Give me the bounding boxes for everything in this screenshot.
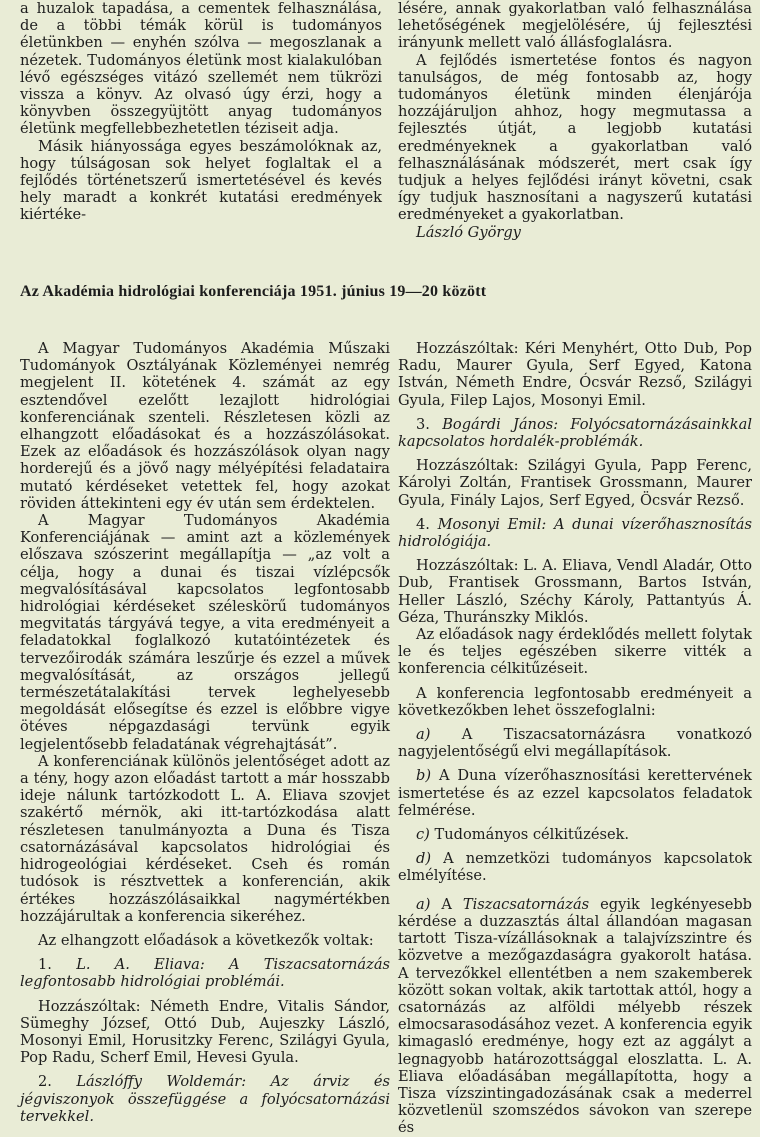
result-item [398,726,752,760]
result-text: Tudományos célkitűzések. [434,826,630,844]
lecture-item [398,416,752,450]
paragraph: A konferencia legfontosabb eredményeit a következőkben lehet összefoglalni: [398,684,752,719]
lecture-responders: Hozzászóltak: Németh Endre, Vitalis Sándor, Sümeghy József, Ottó Dub, Aujeszky László, Mosonyi Emil, Horusitzky Ferenc, Szilágyi Gyula, Pop Radu, Scherf Emil, Hevesi Gyula. [20,997,390,1067]
lecture-title: L. A. Eliava: A Tiszacsatornázás legfontosabb hidrológiai problémái. [20,956,391,991]
paragraph: a huzalok tapadása, a cementek felhasználása, de a többi témák körül is tudományos életünkben — enyhén szólva — megoszlanak a nézetek. Tudományos életünk most kialakulóban lévő egészséges vitázó szellemét nem tükrözi vissza a könyv. Az olvasó úgy érzi, hogy a könyvben összegyüjtött anyag tudományos életünk megfellebbezhetetlen téziseit adja. [20,0,382,138]
text-fragment: egyik legkényesebb kérdése a duzzasztás által állandóan magasan tartott Tisza-vízállásoknak a talajvízszintre és közvetve a mezőgazdaságra gyakorolt hatása. A tervezőkkel ellentétben a nem szakemberek között sokan voltak, akik tartottak attól, hogy a csatornázás az alföldi mélyebb részek elmocsarasodásához vezet. A konferencia egyik kimagasló eredménye, hogy ezt az aggályt a legnagyobb határozottsággal eloszlatta. L. A. Eliava előadásában megállapította, hogy a Tisza vízszintingadozásának csak a mederrel közvetlenül szomszédos sávokon van szerepe és [398,895,753,1137]
lecture-number: 2. [38,1073,52,1091]
lecture-item [398,516,752,550]
lecture-number: 3. [416,415,430,433]
paragraph [398,896,752,1137]
lecture-title: Bogárdi János: Folyócsatornázásainkkal kapcsolatos hordalék-problémák. [398,415,753,451]
lecture-responders: Hozzászóltak: Kéri Menyhért, Otto Dub, Pop Radu, Maurer Gyula, Serf Egyed, Katona István, Németh Endre, Ócsvár Rezső, Szilágyi Gyula, Filep Lajos, Mosonyi Emil. [398,340,752,409]
lecture-item [20,956,390,990]
article-right-column [398,340,752,1137]
paragraph: A Magyar Tudományos Akadémia Műszaki Tudományok Osztályának Közleményei nemrég megjelent II. kötetének 4. számát az egy esztendővel ezelőtt lezajlott hidrológiai konferenciának szenteli. Részletesen közli az elhangzott előadásokat és a hozzászólásokat. Ezek az előadások és hozzászólások olyan nagy horderejű és a jövő nagy mélyépítési feladataira mutató kérdéseket vetettek fel, hogy azokat röviden áttekinteni egy év után sem érdektelen. [20,340,390,512]
result-label: c) [416,826,430,844]
result-label: d) [416,850,432,868]
emphasized-term: Tiszacsatornázás [462,895,590,913]
section-label: a) [416,895,431,913]
result-text: A Duna vízerőhasznosítási kerettervének ismertetése és az ezzel kapcsolatos feladatok felmérése. [398,767,752,819]
result-label: a) [416,726,431,744]
result-item [398,850,752,884]
lecture-number: 4. [416,515,430,533]
top-right-column [398,0,752,241]
article-left-column [20,340,390,1125]
lecture-responders: Hozzászóltak: L. A. Eliava, Vendl Aladár, Otto Dub, Frantisek Grossmann, Bartos István, Heller László, Széchy Károly, Pattantyús Á. Géza, Thuránszky Miklós. [398,557,752,626]
lecture-title: Mosonyi Emil: A dunai vízerőhasznosítás hidrológiája. [398,515,752,551]
paragraph: Az előadások nagy érdeklődés mellett folytak le és teljes egészében sikerre vitték a konferencia célkitűzéseit. [398,626,752,678]
result-item [398,767,752,819]
paragraph: Az elhangzott előadások a következők voltak: [38,931,374,949]
paragraph: Másik hiányossága egyes beszámolóknak az, hogy túlságosan sok helyet foglaltak el a fejlődés történetszerű ismertetésével és kevés hely maradt a konkrét kutatási eredmények kiértéke- [20,137,382,224]
author-signature: László György [416,223,521,241]
lecture-item [20,1073,390,1125]
lecture-title: Lászlóffy Woldemár: Az árviz és jégviszonyok összefüggése a folyócsatornázási tervekkel. [20,1073,390,1125]
result-text: A nemzetközi tudományos kapcsolatok elmélyítése. [398,850,752,885]
lecture-responders: Hozzászóltak: Szilágyi Gyula, Papp Ferenc, Károlyi Zoltán, Frantisek Grossmann, Maurer Gyula, Finály Lajos, Serf Egyed, Öcsvár Rezső. [398,457,752,509]
paragraph: A konferenciának különös jelentőséget adott az a tény, hogy azon előadást tartott a már hosszabb ideje nálunk tartózkodott L. A. Eliava szovjet szakértő mérnök, aki itt-tartózkodása alatt részletesen tanulmányozta a Duna és Tisza csatornázásával kapcsolatos hidrológiai és hidrogeológiai kérdéseket. Cseh és román tudósok is résztvettek a konferencián, akik értékes hozzászólásaikkal nagymértékben hozzájárultak a konferencia sikeréhez. [20,752,390,925]
paragraph: A fejlődés ismertetése fontos és nagyon tanulságos, de még fontosabb az, hogy tudományos életünk minden élenjárója hozzájáruljon ahhoz, hogy megmutassa a fejlesztés útját, a legjobb kutatási eredményeknek a gyakorlatban való felhasználásának módszerét, mert csak így tudjuk a helyes fejlődési irányt követni, csak így tudjuk hasznosítani a nagyszerű kutatási eredményeket a gyakorlatban. [398,51,752,224]
result-label: b) [416,767,432,785]
article-heading: Az Akadémia hidrológiai konferenciája 1951. június 19—20 között [20,283,487,300]
paragraph: A Magyar Tudományos Akadémia Konferenciájának — amint azt a közlemények előszava szószerint megállapítja — „az volt a célja, hogy a dunai és tiszai vízlépcsők megvalósításával kapcsolatos legfontosabb hidrológiai kérdéseket széleskörű tudományos megvitatás tárgyává tegye, a vita eredményeit a feladatokkal foglalkozó kutatóintézetek és tervezőirodák számára leszűrje és ezzel a művek megvalósítását, az országos jellegű természetátalakítási tervek leghelyesebb megoldását elősegítse és ezzel is előbbre vigye ötéves népgazdasági tervünk egyik legjelentősebb feladatának végrehajtását”. [20,512,390,753]
paragraph: lésére, annak gyakorlatban való felhasználása lehetőségének megjelölésére, új fejlesztési irányunk mellett való állásfoglalásra. [398,0,752,52]
text-fragment: A [441,895,452,913]
lecture-number: 1. [38,956,52,974]
top-left-column [20,0,382,224]
result-text: A Tiszacsatornázásra vonatkozó nagyjelentőségű elvi megállapítások. [398,726,752,761]
result-item [398,826,752,843]
